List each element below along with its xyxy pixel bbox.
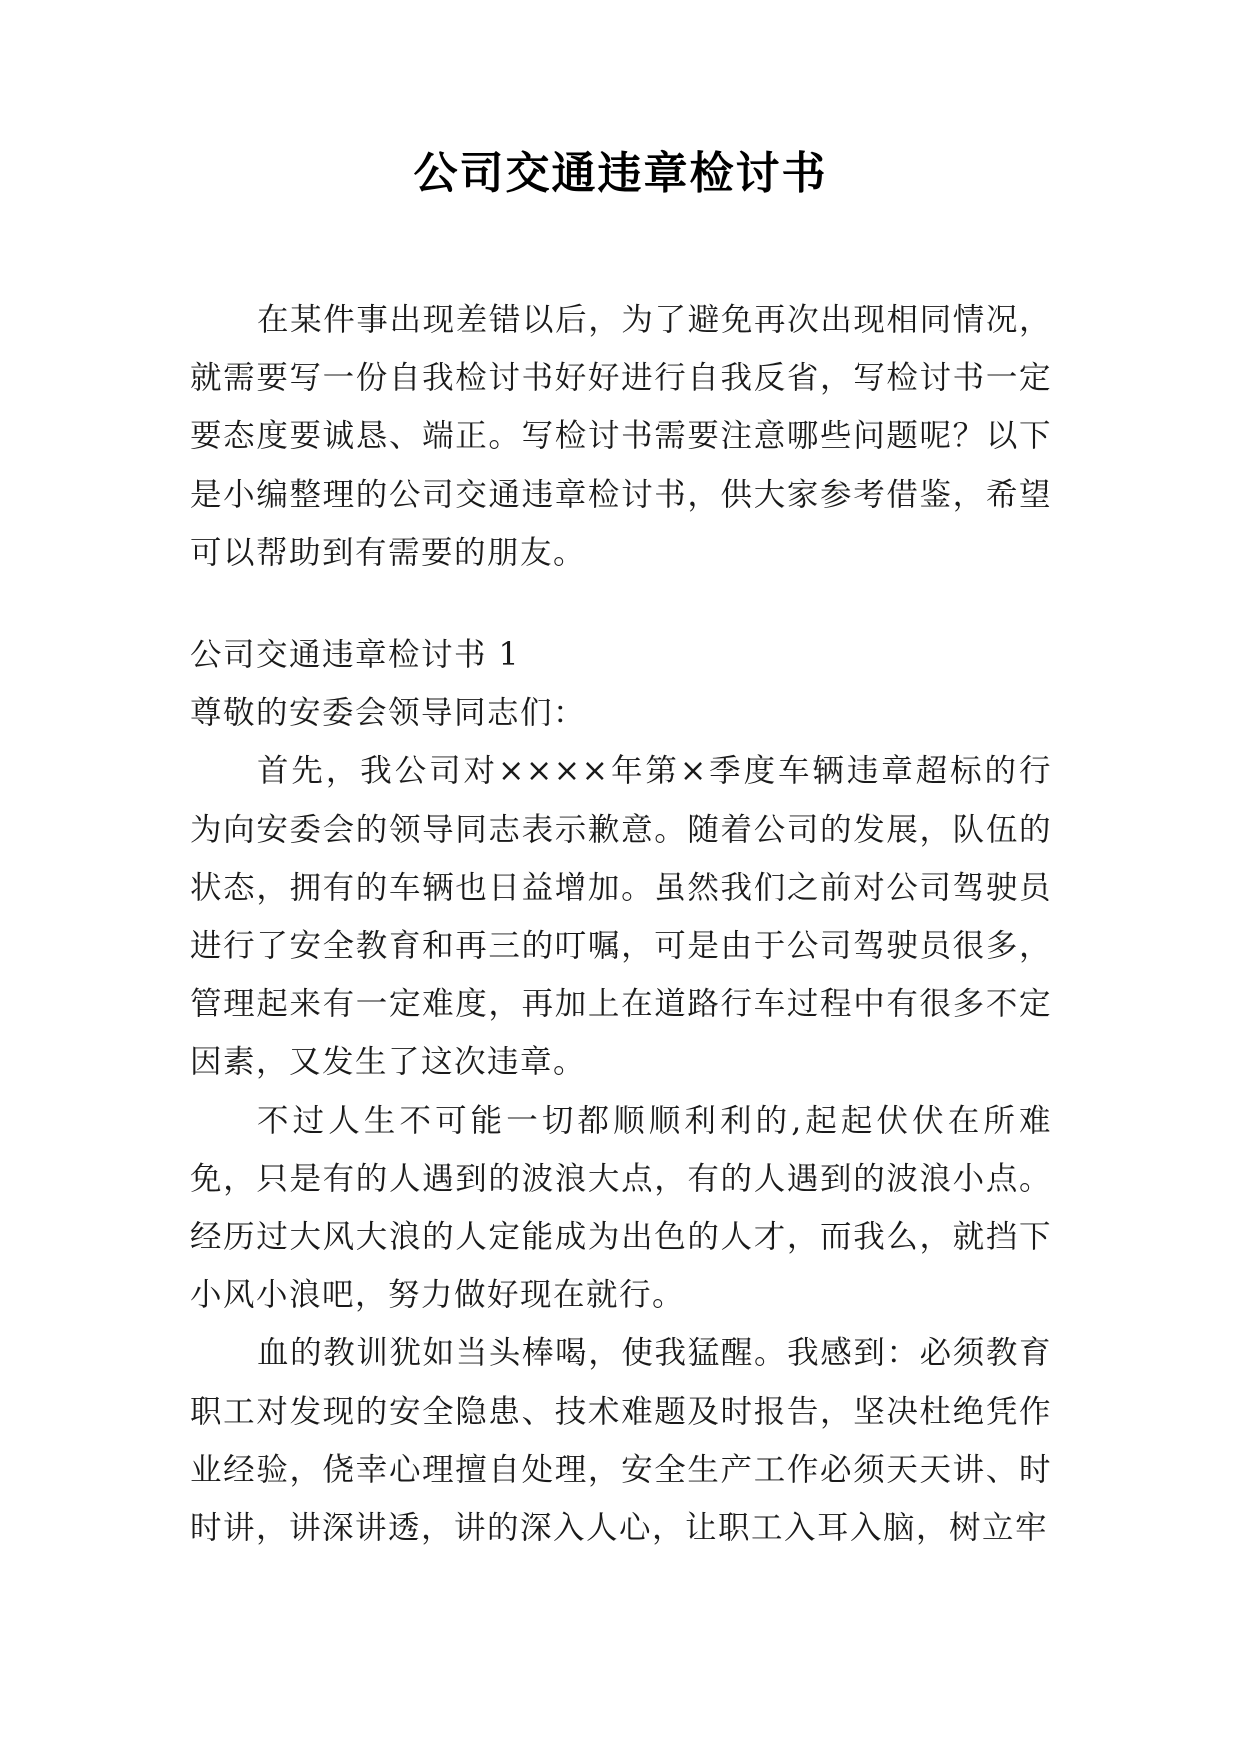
- body-paragraph-2: 不过人生不可能一切都顺顺利利的,起起伏伏在所难免，只是有的人遇到的波浪大点，有的人遇到的波浪小点。经历过大风大浪的人定能成为出色的人才，而我么，就挡下小风小浪吧，努力做好现在就行。: [190, 1102, 1052, 1314]
- document-body: [190, 291, 1052, 1557]
- document-title: 公司交通违章检讨书: [413, 148, 828, 199]
- section-heading: 公司交通违章检讨书 1: [190, 637, 521, 674]
- body-paragraph-3: 血的教训犹如当头棒喝，使我猛醒。我感到：必须教育职工对发现的安全隐患、技术难题及时报告，坚决杜绝凭作业经验，侥幸心理擅自处理，安全生产工作必须天天讲、时时讲，讲深讲透，讲的深入人心，让职工入耳入脑，树立牢: [190, 1335, 1052, 1547]
- intro-paragraph: 在某件事出现差错以后，为了避免再次出现相同情况，就需要写一份自我检讨书好好进行自我反省，写检讨书一定要态度要诚恳、端正。写检讨书需要注意哪些问题呢？以下是小编整理的公司交通违章检讨书，供大家参考借鉴，希望可以帮助到有需要的朋友。: [190, 302, 1052, 571]
- salutation: 尊敬的安委会领导同志们：: [190, 695, 587, 732]
- body-paragraph-1: 首先，我公司对××××年第×季度车辆违章超标的行为向安委会的领导同志表示歉意。随着公司的发展，队伍的状态，拥有的车辆也日益增加。虽然我们之前对公司驾驶员进行了安全教育和再三的叮嘱，可是由于公司驾驶员很多，管理起来有一定难度，再加上在道路行车过程中有很多不定因素，又发生了这次违章。: [190, 753, 1052, 1081]
